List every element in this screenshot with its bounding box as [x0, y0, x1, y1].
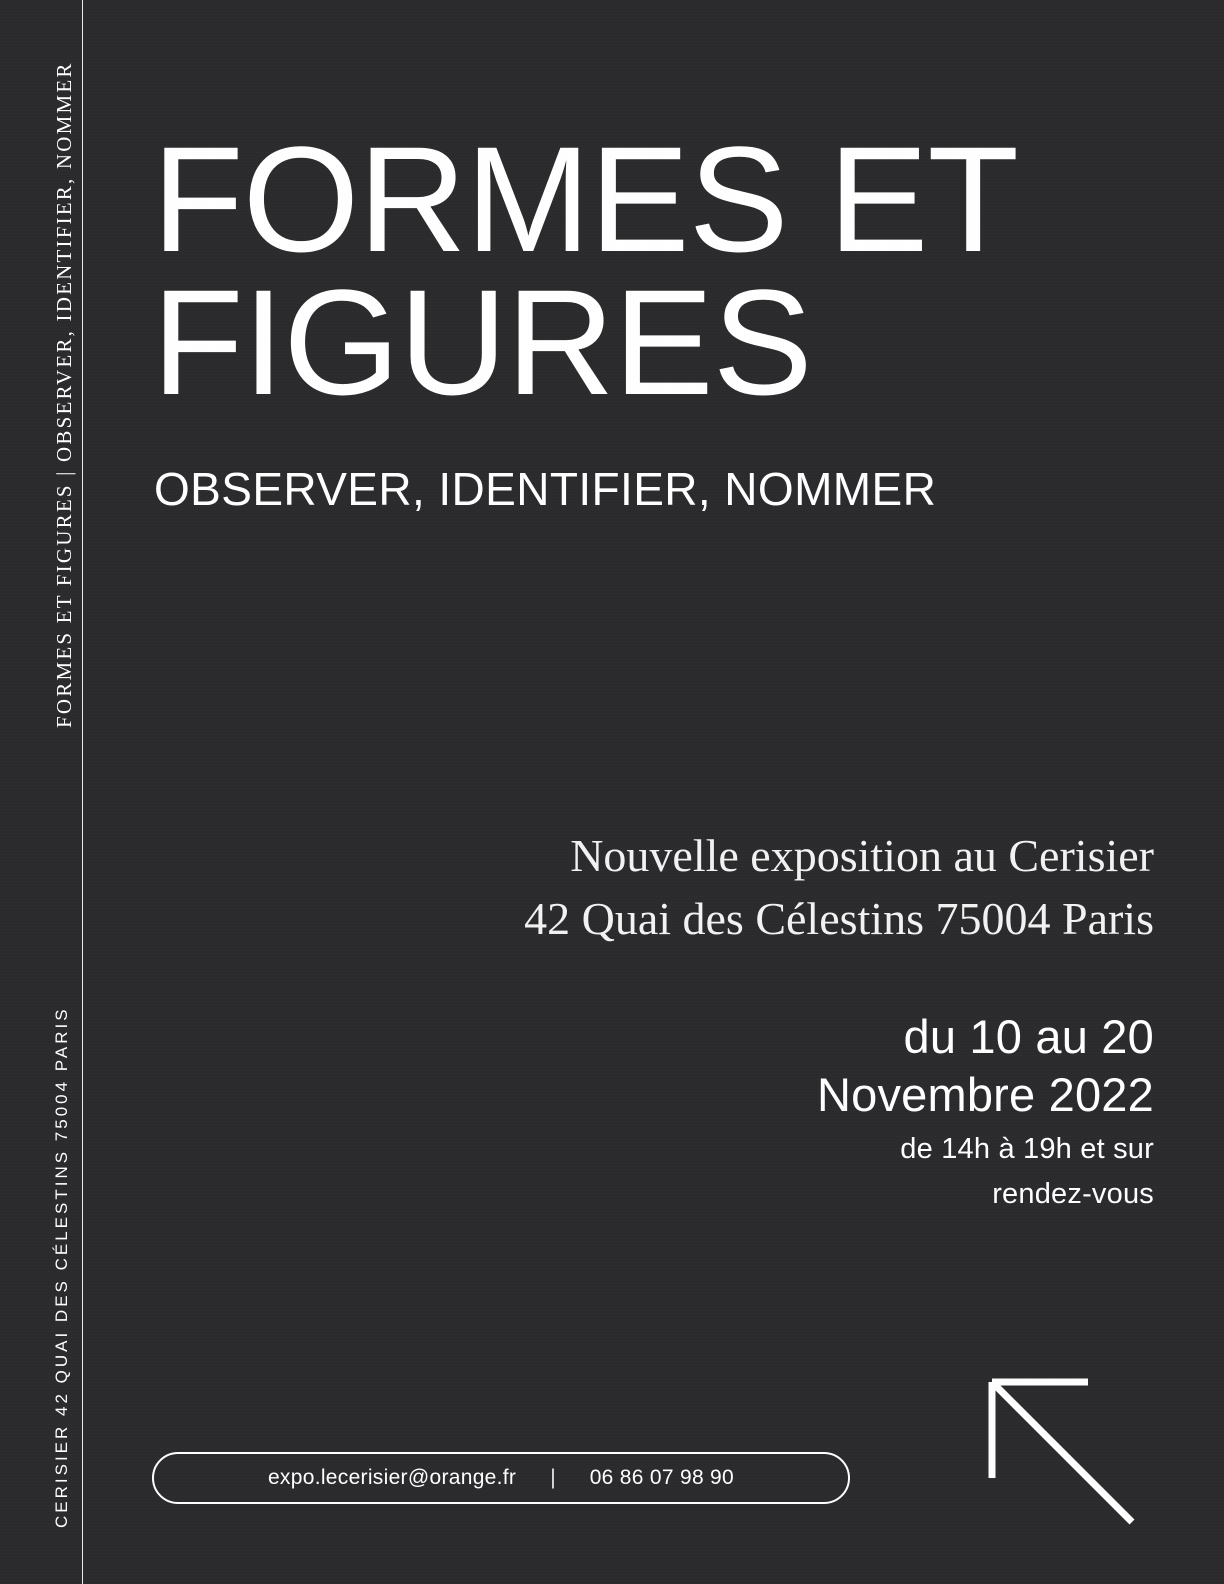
contact-phone[interactable]: 06 86 07 98 90	[589, 1466, 735, 1489]
dates-line-2: Novembre 2022	[816, 1067, 1154, 1121]
hours-line-1: de 14h à 19h et sur	[900, 1132, 1154, 1165]
dates-line-1: du 10 au 20	[903, 1010, 1154, 1063]
venue-block	[152, 824, 1154, 951]
spine-bottom-label: CERISIER 42 QUAI DES CÉLESTINS 75004 PARIS	[52, 1006, 71, 1528]
arrow-up-left-icon	[984, 1374, 1136, 1526]
contact-pill[interactable]	[152, 1452, 850, 1504]
hours-line-2: rendez-vous	[992, 1177, 1154, 1210]
poster-title-line-1: FORMES ET	[152, 115, 1019, 283]
dates-block	[152, 1008, 1154, 1214]
contact-separator: |	[550, 1466, 556, 1489]
spine-top-label: FORMES ET FIGURES | OBSERVER, IDENTIFIER, NOMMER	[52, 61, 76, 728]
poster-content	[152, 0, 1154, 1584]
poster-title	[152, 115, 1154, 426]
contact-email[interactable]: expo.lecerisier@orange.fr	[267, 1466, 517, 1489]
poster-title-line-2: FIGURES	[152, 257, 812, 426]
venue-line-1: Nouvelle exposition au Cerisier	[570, 830, 1154, 881]
spine-divider	[82, 0, 83, 1584]
poster-subtitle: OBSERVER, IDENTIFIER, NOMMER	[154, 463, 937, 515]
venue-line-2: 42 Quai des Célestins 75004 Paris	[524, 893, 1154, 945]
